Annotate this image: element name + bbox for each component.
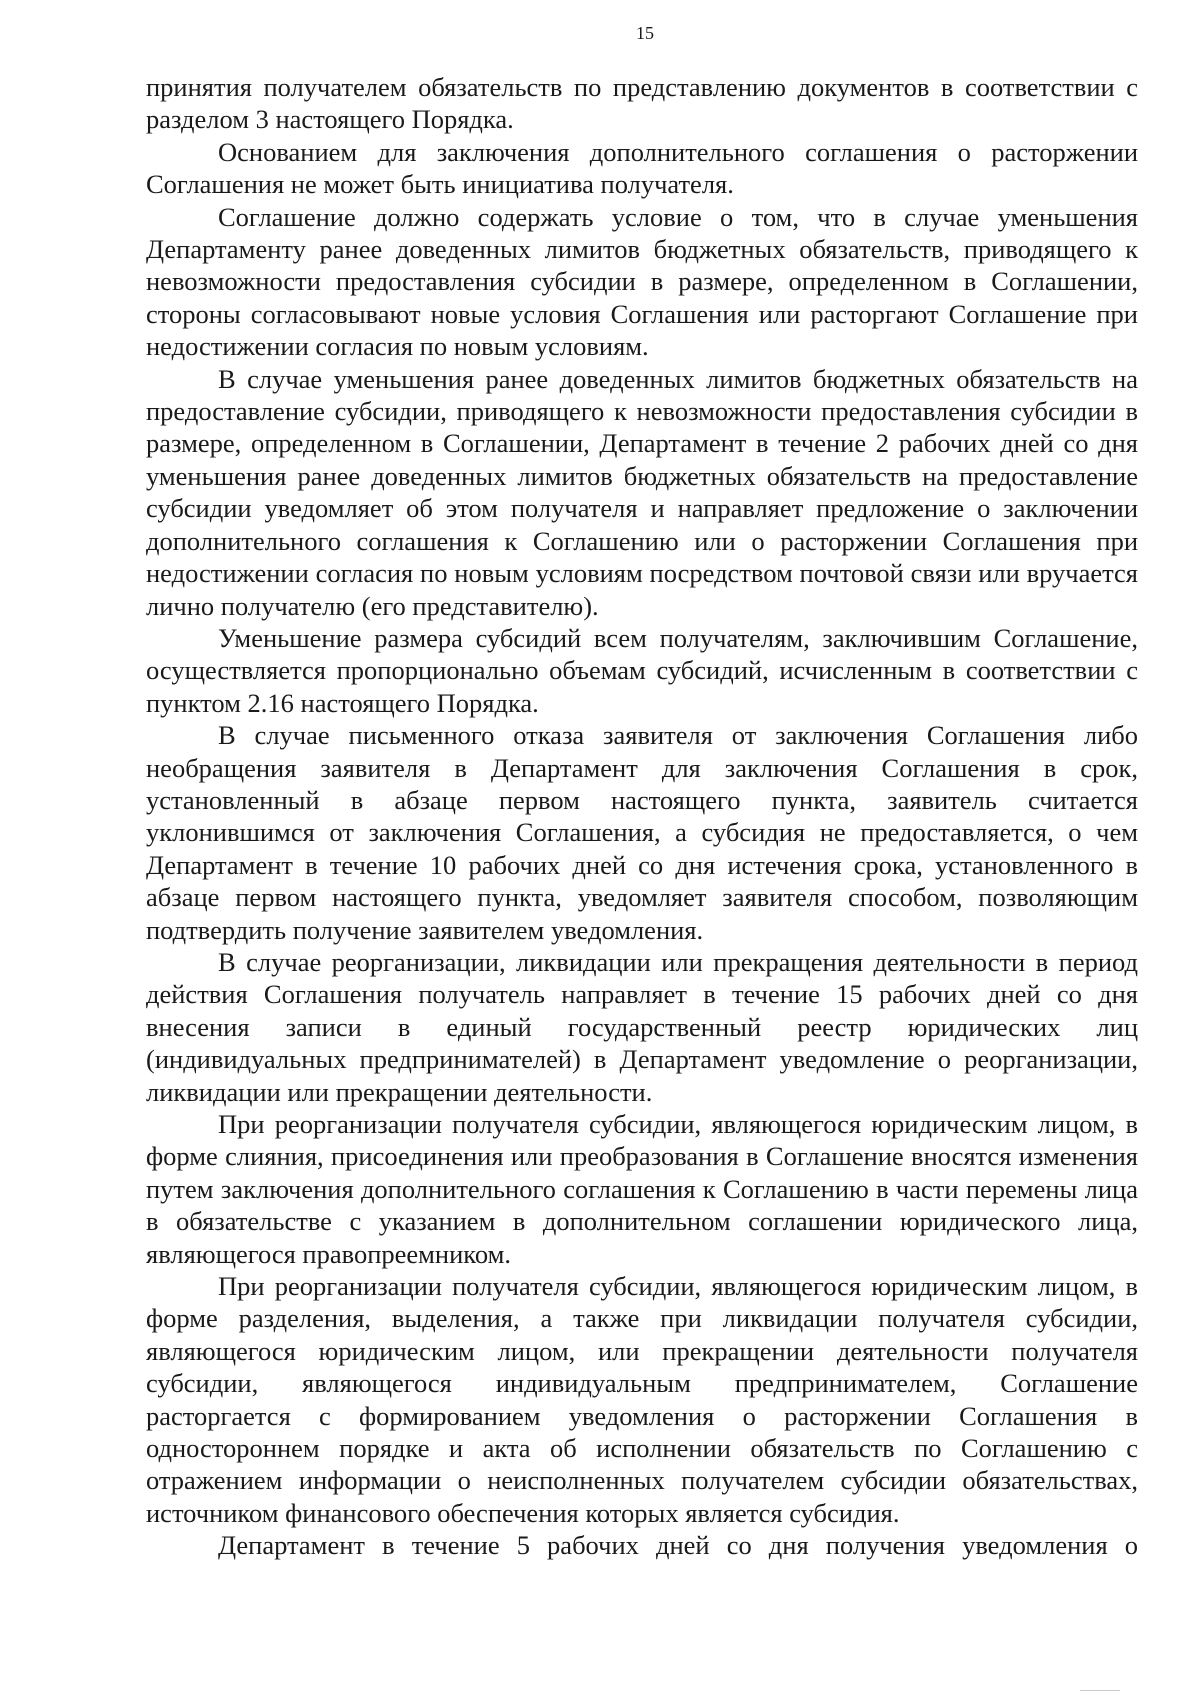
paragraph-continuation: принятия получателем обязательств по представлению документов в соответствии с разделом 3 настоящего Порядка. <box>146 72 1138 135</box>
paragraph: При реорганизации получателя субсидии, являющегося юридическим лицом, в форме слияния, присоединения или преобразования в Соглашение вносятся изменения путем заключения дополнительного соглашения к Соглашению в части перемены лица в обязательстве с указанием в дополнительном соглашении юридического лица, являющегося правопреемником. <box>146 1109 1138 1269</box>
scan-artifact <box>1080 1690 1120 1697</box>
paragraph: Основанием для заключения дополнительного соглашения о расторжении Соглашения не может быть инициатива получателя. <box>146 136 1138 200</box>
paragraph: Уменьшение размера субсидий всем получателям, заключившим Соглашение, осуществляется пропорционально объемам субсидий, исчисленным в соответствии с пунктом 2.16 настоящего Порядка. <box>146 622 1138 718</box>
paragraph: Соглашение должно содержать условие о том, что в случае уменьшения Департаменту ранее доведенных лимитов бюджетных обязательств, приводящего к невозможности предоставления субсидии в размере, определенном в Соглашении, стороны согласовывают новые условия Соглашения или расторгают Соглашение при недостижении согласия по новым условиям. <box>146 201 1138 362</box>
document-body <box>146 71 1138 1562</box>
paragraph: В случае реорганизации, ликвидации или прекращения деятельности в период действия Соглашения получатель направляет в течение 15 рабочих дней со дня внесения записи в единый государственный реестр юридических лиц (индивидуальных предпринимателей) в Департамент уведомление о реорганизации, ликвидации или прекращении деятельности. <box>146 946 1138 1107</box>
paragraph: При реорганизации получателя субсидии, являющегося юридическим лицом, в форме разделения, выделения, а также при ликвидации получателя субсидии, являющегося юридическим лицом, или прекращении деятельности получателя субсидии, являющегося индивидуальным предпринимателем, Соглашение расторгается с формированием уведомления о расторжении Соглашения в одностороннем порядке и акта об исполнении обязательств по Соглашению с отражением информации о неисполненных получателем субсидии обязательствах, источником финансового обеспечения которых является субсидия. <box>146 1271 1138 1528</box>
paragraph: В случае уменьшения ранее доведенных лимитов бюджетных обязательств на предоставление субсидии, приводящего к невозможности предоставления субсидии в размере, определенном в Соглашении, Департамент в течение 2 рабочих дней со дня уменьшения ранее доведенных лимитов бюджетных обязательств на предоставление субсидии уведомляет об этом получателя и направляет предложение о заключении дополнительного соглашения к Соглашению или о расторжении Соглашения при недостижении согласия по новым условиям посредством почтовой связи или вручается лично получателю (его представителю). <box>146 363 1138 621</box>
page-number: 15 <box>636 23 654 43</box>
paragraph: В случае письменного отказа заявителя от заключения Соглашения либо необращения заявителя в Департамент для заключения Соглашения в срок, установленный в абзаце первом настоящего пункта, заявитель считается уклонившимся от заключения Соглашения, а субсидия не предоставляется, о чем Департамент в течение 10 рабочих дней со дня истечения срока, установленного в абзаце первом настоящего пункта, уведомляет заявителя способом, позволяющим подтвердить получение заявителем уведомления. <box>146 720 1138 945</box>
paragraph-last: Департамент в течение 5 рабочих дней со дня получения уведомления о <box>218 1530 1138 1561</box>
